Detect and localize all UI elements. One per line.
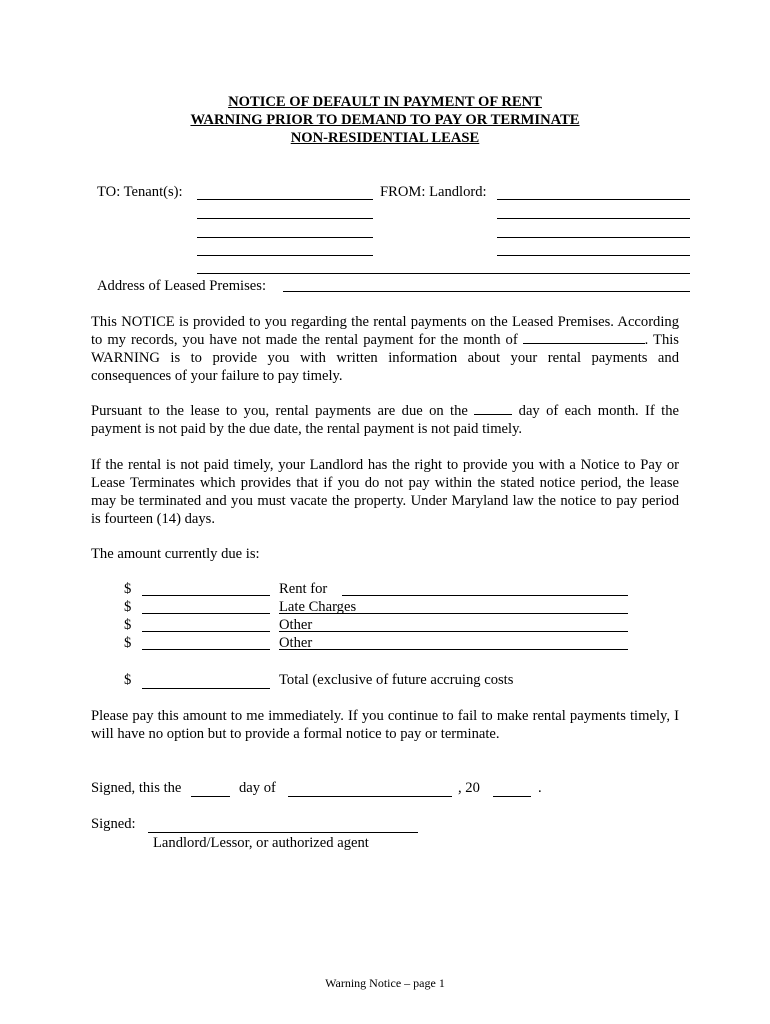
title-line-1: NOTICE OF DEFAULT IN PAYMENT OF RENT (228, 94, 542, 110)
page-footer: Warning Notice – page 1 (325, 976, 445, 990)
total-amount-field[interactable] (142, 688, 270, 689)
rent-amount-field[interactable] (142, 595, 270, 596)
paragraph-due-date-text-a: Pursuant to the lease to you, rental payments are due on the (91, 403, 468, 419)
currency-symbol: $ (124, 599, 132, 615)
late-charges-amount-field[interactable] (142, 613, 270, 614)
signed-month-field[interactable] (288, 796, 452, 797)
address-field-2[interactable] (283, 291, 690, 292)
paragraph-rights: If the rental is not paid timely, your Landlord has the right to provide you with a Notice to Pay or Lease Terminates which provides that if you do not pay within the stated notice period, the lease may be terminated and you must vacate the property. Under Maryland law the notice to pay period is fourteen (14) days. (91, 457, 679, 527)
paragraph-notice-text-b: . This WARNING is to provide you with written information about your rental payments and consequences of your failure to pay timely. (91, 332, 679, 384)
tenant-name-field-1[interactable] (197, 199, 373, 200)
rent-for-field[interactable] (342, 595, 628, 596)
landlord-name-field-4[interactable] (497, 255, 690, 256)
total-label: Total (exclusive of future accruing costs (279, 672, 514, 688)
rent-for-label: Rent for (279, 581, 328, 597)
day-of-label: day of (239, 780, 276, 796)
signed-label: Signed: (91, 816, 136, 832)
title-line-2: WARNING PRIOR TO DEMAND TO PAY OR TERMINATE (190, 112, 580, 128)
due-day-field[interactable] (474, 402, 512, 415)
signed-year-field[interactable] (493, 796, 531, 797)
landlord-name-field-3[interactable] (497, 237, 690, 238)
title-line-3: NON-RESIDENTIAL LEASE (290, 130, 480, 146)
signature-field[interactable] (148, 832, 418, 833)
amount-intro: The amount currently due is: (91, 546, 260, 562)
tenant-label: TO: Tenant(s): (97, 184, 183, 200)
landlord-name-field-1[interactable] (497, 199, 690, 200)
year-prefix-label: , 20 (458, 780, 480, 796)
tenant-name-field-3[interactable] (197, 237, 373, 238)
paragraph-due-date (91, 402, 679, 438)
late-charges-field[interactable] (279, 613, 628, 614)
other-amount-field-1[interactable] (142, 631, 270, 632)
late-charges-label: Late Charges (279, 599, 357, 615)
other-field-1[interactable] (279, 631, 628, 632)
landlord-name-field-2[interactable] (497, 218, 690, 219)
currency-symbol: $ (124, 617, 132, 633)
tenant-name-field-4[interactable] (197, 255, 373, 256)
other-label-2: Other (279, 635, 313, 651)
landlord-label: FROM: Landlord: (380, 184, 487, 200)
signed-this-label: Signed, this the (91, 780, 182, 796)
other-amount-field-2[interactable] (142, 649, 270, 650)
paragraph-notice-text-a: This NOTICE is provided to you regarding the rental payments on the Leased Premises. According to my records, you have not made the rental payment for the month of (91, 314, 679, 348)
signed-day-field[interactable] (191, 796, 230, 797)
currency-symbol: $ (124, 581, 132, 597)
signer-caption: Landlord/Lessor, or authorized agent (153, 835, 369, 851)
other-field-2[interactable] (279, 649, 628, 650)
address-label: Address of Leased Premises: (97, 278, 267, 294)
paragraph-notice (91, 313, 679, 385)
month-field[interactable] (523, 331, 645, 344)
paragraph-demand: Please pay this amount to me immediately. If you continue to fail to make rental payments timely, I will have no option but to provide a formal notice to pay or terminate. (91, 708, 679, 742)
currency-symbol: $ (124, 635, 132, 651)
tenant-name-field-2[interactable] (197, 218, 373, 219)
address-field-1[interactable] (197, 273, 690, 274)
paragraph-due-date-text-b: day of each month. If the payment is not paid by the due date, the rental payment is not paid timely. (91, 403, 679, 437)
other-label-1: Other (279, 617, 313, 633)
currency-symbol: $ (124, 672, 132, 688)
period-mark: . (538, 780, 542, 796)
